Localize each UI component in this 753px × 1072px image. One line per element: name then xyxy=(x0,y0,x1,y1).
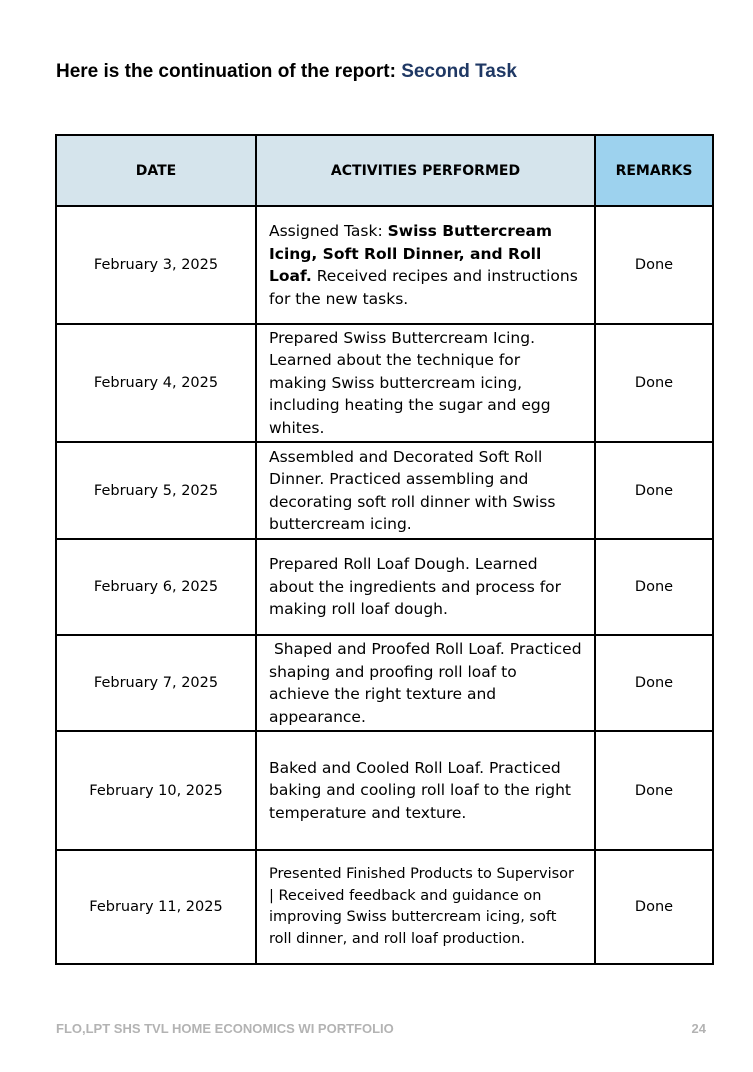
remarks-column-header: REMARKS xyxy=(595,135,713,206)
footer-portfolio-title: FLO,LPT SHS TVL HOME ECONOMICS WI PORTFOLIO xyxy=(56,1021,394,1036)
page-heading xyxy=(56,60,517,84)
activity-prefix: Assigned Task: xyxy=(269,222,388,240)
activity-log-table xyxy=(55,134,714,965)
table-row xyxy=(56,442,713,539)
date-cell: February 10, 2025 xyxy=(56,731,256,850)
remarks-cell: Done xyxy=(595,850,713,964)
table-row xyxy=(56,635,713,731)
table-row xyxy=(56,206,713,324)
activity-cell: Assembled and Decorated Soft Roll Dinner. Practiced assembling and decorating soft roll dinner with Swiss buttercream icing. xyxy=(256,442,595,539)
date-cell: February 6, 2025 xyxy=(56,539,256,635)
activity-cell: Prepared Roll Loaf Dough. Learned about the ingredients and process for making roll loaf dough. xyxy=(256,539,595,635)
page-number: 24 xyxy=(691,1021,706,1036)
remarks-cell: Done xyxy=(595,442,713,539)
table-row xyxy=(56,539,713,635)
activity-cell: Presented Finished Products to Supervisor | Received feedback and guidance on improving Swiss buttercream icing, soft roll dinner, and roll loaf production. xyxy=(256,850,595,964)
activity-cell: Prepared Swiss Buttercream Icing. Learned about the technique for making Swiss buttercream icing, including heating the sugar and egg whites. xyxy=(256,324,595,442)
date-cell: February 5, 2025 xyxy=(56,442,256,539)
heading-prefix: Here is the continuation of the report: xyxy=(56,61,402,82)
activity-rest: Received recipes and instructions for the new tasks. xyxy=(269,267,578,308)
activity-cell: Baked and Cooled Roll Loaf. Practiced baking and cooling roll loaf to the right temperature and texture. xyxy=(256,731,595,850)
table-header-row xyxy=(56,135,713,206)
date-cell: February 3, 2025 xyxy=(56,206,256,324)
heading-accent: Second Task xyxy=(401,61,517,82)
table-row xyxy=(56,850,713,964)
remarks-cell: Done xyxy=(595,324,713,442)
activity-task-names: Swiss Buttercream Icing, Soft Roll Dinner, and Roll Loaf. xyxy=(269,222,553,285)
table-row xyxy=(56,324,713,442)
remarks-cell: Done xyxy=(595,731,713,850)
date-cell: February 4, 2025 xyxy=(56,324,256,442)
remarks-cell: Done xyxy=(595,539,713,635)
activity-cell: Shaped and Proofed Roll Loaf. Practiced shaping and proofing roll loaf to achieve the right texture and appearance. xyxy=(256,635,595,731)
date-column-header: DATE xyxy=(56,135,256,206)
remarks-cell: Done xyxy=(595,206,713,324)
activities-column-header: ACTIVITIES PERFORMED xyxy=(256,135,595,206)
activity-cell xyxy=(256,206,595,324)
remarks-cell: Done xyxy=(595,635,713,731)
date-cell: February 7, 2025 xyxy=(56,635,256,731)
table-row xyxy=(56,731,713,850)
date-cell: February 11, 2025 xyxy=(56,850,256,964)
